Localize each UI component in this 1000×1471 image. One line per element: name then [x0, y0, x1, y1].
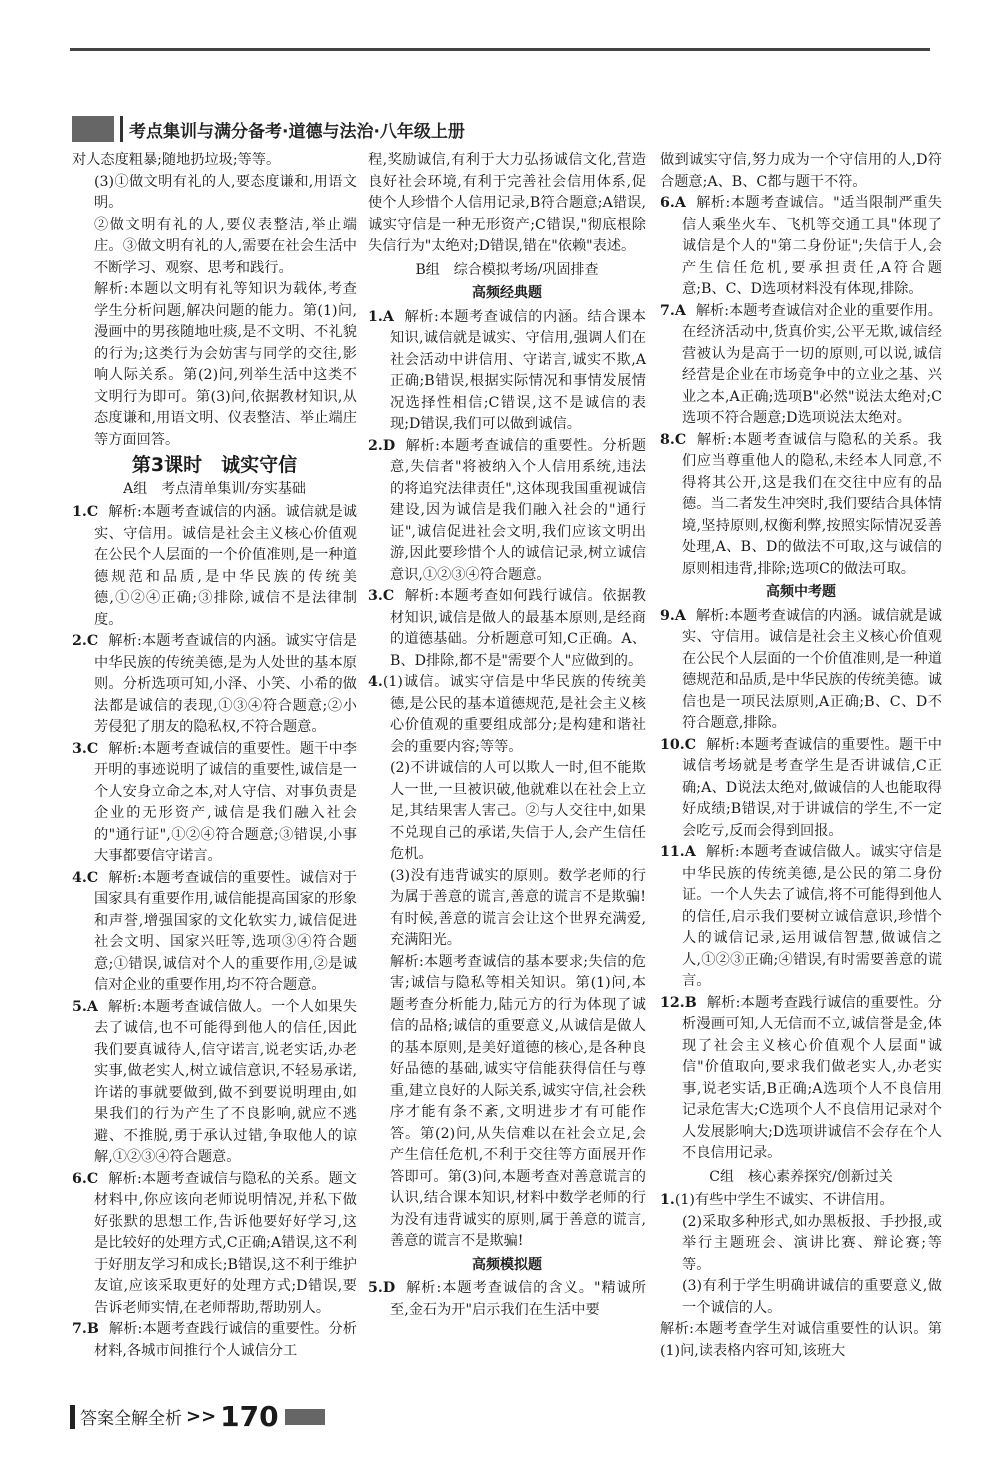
page-number: 170 — [220, 1400, 279, 1433]
answer-item — [72, 997, 357, 1169]
item-number: 9. — [660, 607, 675, 624]
answer-text: 解析:本题考查诚信做人。一个人如果失去了诚信,也不可能得到他人的信任,因此我们要真诚待人,信守诺言,说老实话,办老实事,做老实人,树立诚信意识,不轻易承诺,许诺的事就要做到,做不到要说明理由,如果我们的行为产生了不良影响,就应不逃避、不推脱,勇于承认过错,争取他人的谅解,①②③④符合题意。 — [94, 998, 357, 1165]
answer-text: 解析:本题考查诚信的内涵。诚信就是诚实、守信用。诚信是社会主义核心价值观在公民个人层面的一个价值准则,是一种道德规范和品质,是中华民族的传统美德,①②④正确;③排除,诚信不是法律制度。 — [94, 504, 357, 628]
header-mark — [72, 116, 114, 142]
column-middle — [368, 150, 646, 1321]
answer-text: (1)诚信。诚实守信是中华民族的传统美德,是公民的基本道德规范,是社会主义核心价值观的重要组成部分;是构建和谐社会的重要内容;等等。 — [382, 674, 646, 755]
paragraph: 解析:本题考查诚信的基本要求;失信的危害;诚信与隐私等相关知识。第(1)问,本题考查分析能力,陆元方的行为体现了诚信的品格;诚信的重要意义,从诚信是做人的基本原则,是美好道德的核心,是各种良好品德的基础,诚实守信能获得信任与尊重,建立良好的人际关系,诚实守信,社会秩序才能有条不紊,文明进步才有可能作答。第(2)问,从失信难以在社会立足,会产生信任危机,不利于交往等方面展开作答即可。第(3)问,本题考查对善意谎言的认识,结合课本知识,材料中数学老师的行为没有违背诚实的原则,属于善意的谎言,善意的谎言不是欺骗! — [390, 953, 646, 1249]
paragraph: (3)没有违背诚实的原则。数学老师的行为属于善意的谎言,善意的谎言不是欺骗!有时候,善意的谎言会让这个世界充满爱,充满阳光。 — [390, 867, 646, 948]
header-divider — [120, 116, 123, 142]
answer-item — [660, 842, 942, 993]
item-number: 5. — [72, 998, 87, 1015]
item-number: 1. — [368, 308, 383, 325]
item-number: 11. — [660, 844, 685, 860]
item-number: 1. — [72, 504, 87, 520]
item-number: 7. — [72, 1321, 87, 1337]
answer-letter: C — [382, 588, 395, 604]
answer-letter: A — [674, 607, 686, 624]
item-number: 6. — [72, 1170, 87, 1187]
paragraph: (2)采取多种形式,如办黑板报、手抄报,或举行主题班会、演讲比赛、辩论赛;等等。 — [682, 1213, 942, 1273]
answer-item — [660, 735, 942, 843]
answer-text: 解析:本题考查诚信与隐私的关系。题文材料中,你应该向老师说明情况,并私下做好张默的思想工作,告诉他要好好学习,这是比较好的处理方式,C正确;A错误,这不利于好朋友学习和成长;B错误,这不利于维护友谊,应该采取更好的处理方式;D错误,要告诉老师实情,在老师帮助,帮助别人。 — [94, 1170, 357, 1316]
answer-letter: B — [86, 1321, 99, 1337]
answer-letter: A — [86, 998, 98, 1015]
answer-letter: A — [684, 844, 696, 860]
answer-item — [368, 672, 646, 758]
answer-text: 解析:本题考查诚信的重要性。分析题意,失信者"将被纳入个人信用系统,违法的将追究法律责任",这体现我国重视诚信建设,因为诚信是我们融入社会的"通行证",诚信促进社会文明,我们应该文明出游,因此要珍惜个人的诚信记录,树立诚信意识,①②③④符合题意。 — [390, 437, 646, 583]
item-number: 2. — [368, 437, 383, 454]
answer-item — [72, 1169, 357, 1320]
answer-item — [660, 301, 942, 430]
answer-text: (1)有些中学生不诚实、不讲信用。 — [674, 1192, 894, 1208]
answer-item — [660, 1190, 942, 1212]
answer-letter: A — [674, 302, 686, 319]
page-footer — [70, 1400, 325, 1433]
answer-item — [72, 502, 357, 631]
answer-letter: C — [86, 633, 99, 649]
answer-text: 解析:本题考查诚信的重要性。题干中李开明的事迹说明了诚信的重要性,诚信是一个人安身立命之本,对人守信、对事负责是企业的无形资产,诚信是我们融入社会的"通行证",①②④符合题意;③错误,小事大事都要信守诺言。 — [94, 740, 357, 864]
answer-item — [72, 1319, 357, 1362]
item-number: 3. — [368, 588, 383, 604]
answer-item — [72, 739, 357, 868]
item-number: 8. — [660, 431, 675, 448]
answer-text: 解析:本题考查诚信的内涵。结合课本知识,诚信就是诚实、守信用,强调人们在社会活动中讲信用、守诺言,诚实不欺,A正确;B错误,根据实际情况和事情发展情况选择性相信;C错误,这不是诚信的表现;D错误,我们可以做到诚信。 — [390, 308, 646, 432]
item-number: 5. — [368, 1280, 383, 1296]
answer-text: 解析:本题考查诚信与隐私的关系。我们应当尊重他人的隐私,未经本人同意,不得将其公开,这是我们在交往中应有的品德。当二者发生冲突时,我们要结合具体情境,坚持原则,权衡利弊,按照实际情况妥善处理,A、B、D的做法不可取,这与诚信的原则相违背,排除;选项C的做法可取。 — [682, 431, 942, 577]
answer-text: 解析:本题考查践行诚信的重要性。分析材料,各城市间推行个人诚信分工 — [94, 1321, 357, 1359]
top-rule — [70, 48, 930, 51]
answer-text: 解析:本题考查诚信的重要性。题干中诚信考场就是考查学生是否讲诚信,C正确;A、D说法太绝对,做诚信的人也能取得好成绩;B错误,对于讲诚信的学生,不一定会吃亏,反而会得到回报。 — [682, 736, 942, 839]
item-number: 1. — [660, 1192, 675, 1208]
answer-item — [368, 1278, 646, 1321]
paragraph: 解析:本题以文明有礼等知识为载体,考查学生分析问题,解决问题的能力。第(1)问,漫画中的男孩随地吐痰,是不文明、不礼貌的行为;这类行为会妨害与同学的交往,影响人际关系。第(2)问,列举生活中这类不文明行为即可。第(3)问,依据教材知识,从态度谦和,用语文明、仪表整洁、举止端庄等方面回答。 — [94, 281, 357, 448]
running-header — [72, 114, 465, 144]
answer-text: 解析:本题考查践行诚信的重要性。分析漫画可知,人无信而不立,诚信誉是金,体现了社会主义核心价值观个人层面"诚信"价值取向,要求我们做老实人,办老实事,说老实话,B正确;A选项个人不良信用记录危害大;C选项个人不良信用记录对个人发展影响大;D选项讲诚信不会存在个人不良信用记录。 — [682, 994, 942, 1161]
paragraph: 解析:本题考查学生对诚信重要性的认识。第(1)问,读表格内容可知,该班大 — [660, 1321, 942, 1359]
answer-text: 解析:本题考查诚信的重要性。诚信对于国家具有重要作用,诚信能提高国家的形象和声誉,增强国家的文化软实力,诚信促进社会文明、国家兴旺等,选项③④符合题意;①错误,诚信对个人的重要作用,②是诚信对企业的重要作用,均不符合题意。 — [94, 869, 357, 993]
item-number: 2. — [72, 633, 87, 649]
answer-letter: C — [86, 504, 99, 520]
subsection-heading: 高频中考题 — [766, 584, 836, 600]
subsection-heading: 高频经典题 — [472, 285, 542, 301]
footer-arrow-icon: >> — [186, 1406, 217, 1427]
answer-item — [368, 307, 646, 436]
paragraph: (2)不讲诚信的人可以欺人一时,但不能欺人一世,一旦被识破,他就难以在社会上立足,其结果害人害己。②与人交往中,如果不兑现自己的承诺,失信于人,会产生信任危机。 — [390, 760, 646, 862]
footer-label: 答案全解全析 — [80, 1409, 182, 1429]
footer-block — [285, 1409, 325, 1425]
section-heading: B组 综合模拟考场/巩固排查 — [415, 261, 599, 278]
lesson-title: 第3课时 诚实守信 — [131, 454, 298, 476]
section-heading: A组 考点清单集训/夯实基础 — [123, 480, 306, 497]
answer-item — [660, 993, 942, 1165]
column-right — [660, 150, 942, 1362]
answer-letter: A — [382, 308, 394, 325]
answer-text: 解析:本题考查如何践行诚信。依据教材知识,诚信是做人的最基本原则,是经商的道德基础。分析题意可知,C正确。A、B、D排除,都不是"需要个人"应做到的。 — [390, 588, 646, 669]
answer-item — [660, 430, 942, 581]
answer-text: 解析:本题考查诚信对企业的重要作用。在经济活动中,货真价实,公平无欺,诚信经营被认为是高于一切的原则,可以说,诚信经营是企业在市场竞争中的立业之基、兴业之本,A正确;选项B"必然"说法太绝对;C选项不符合题意;D选项说法太绝对。 — [682, 302, 942, 426]
answer-text: 解析:本题考查诚信的内涵。诚信就是诚实、守信用。诚信是社会主义核心价值观在公民个人层面的一个价值准则,是一种道德规范和品质,是中华民族的传统美德。诚信也是一项民法原则,A正确;B、C、D不符合题意,排除。 — [682, 607, 942, 731]
paragraph: 程,奖励诚信,有利于大力弘扬诚信文化,营造良好社会环境,有利于完善社会信用体系,促使个人珍惜个人信用记录,B符合题意;A错误,诚实守信是一种无形资产;C错误,"彻底根除失信行为"太绝对;D错误,错在"依赖"表述。 — [368, 152, 646, 254]
answer-text: 解析:本题考查诚信的内涵。诚实守信是中华民族的传统美德,是为人处世的基本原则。分析选项可知,小泽、小笑、小希的做法都是诚信的表现,①③④符合题意;②小芳侵犯了朋友的隐私权,不符合题意。 — [94, 633, 357, 735]
item-number: 7. — [660, 302, 675, 319]
answer-letter: C — [86, 740, 99, 757]
header-title: 考点集训与满分备考·道德与法治·八年级上册 — [129, 121, 465, 142]
answer-letter: C — [684, 736, 696, 753]
answer-letter: D — [382, 1280, 396, 1296]
item-number: 4. — [368, 674, 383, 690]
footer-mark — [70, 1405, 75, 1429]
item-number: 3. — [72, 740, 87, 757]
paragraph: ②做文明有礼的人,要仪表整洁,举止端庄。③做文明有礼的人,需要在社会生活中不断学习、观察、思考和践行。 — [94, 216, 357, 276]
answer-text: 解析:本题考查诚信做人。诚实守信是中华民族的传统美德,是公民的第二身份证。一个人失去了诚信,将不可能得到他人的信任,启示我们要树立诚信意识,珍惜个人的诚信记录,运用诚信智慧,做诚信之人,①②③正确;④错误,有时需要善意的谎言。 — [682, 844, 942, 989]
column-left — [72, 150, 357, 1362]
answer-item — [72, 868, 357, 997]
item-number: 6. — [660, 195, 675, 211]
section-heading: C组 核心素养探究/创新过关 — [709, 1168, 893, 1185]
answer-letter: D — [382, 437, 396, 454]
answer-item — [660, 606, 942, 735]
answer-letter: C — [674, 431, 687, 448]
answer-item — [660, 193, 942, 301]
paragraph: (3)有利于学生明确讲诚信的重要意义,做一个诚信的人。 — [682, 1278, 942, 1316]
item-number: 12. — [660, 994, 685, 1011]
subsection-heading: 高频模拟题 — [472, 1256, 542, 1273]
paragraph: 做到诚实守信,努力成为一个守信用的人,D符合题意;A、B、C都与题干不符。 — [660, 152, 942, 190]
answer-letter: A — [674, 195, 686, 211]
paragraph: 对人态度粗暴;随地扔垃圾;等等。 — [72, 152, 281, 168]
answer-letter: C — [86, 869, 99, 886]
item-number: 4. — [72, 869, 87, 886]
paragraph: (3)①做文明有礼的人,要态度谦和,用语文明。 — [94, 173, 357, 211]
answer-letter: C — [86, 1170, 99, 1187]
answer-item — [72, 631, 357, 739]
answer-item — [368, 436, 646, 587]
answer-item — [368, 586, 646, 672]
answer-text: 解析:本题考查诚信。"适当限制严重失信人乘坐火车、飞机等交通工具"体现了诚信是个人的"第二身份证";失信于人,会产生信任危机,要承担责任,A符合题意;B、C、D选项材料没有体现,排除。 — [682, 195, 942, 297]
answer-text: 解析:本题考查诚信的含义。"精诚所至,金石为开"启示我们在生活中要 — [390, 1280, 646, 1318]
answer-letter: B — [684, 994, 697, 1011]
item-number: 10. — [660, 736, 685, 753]
